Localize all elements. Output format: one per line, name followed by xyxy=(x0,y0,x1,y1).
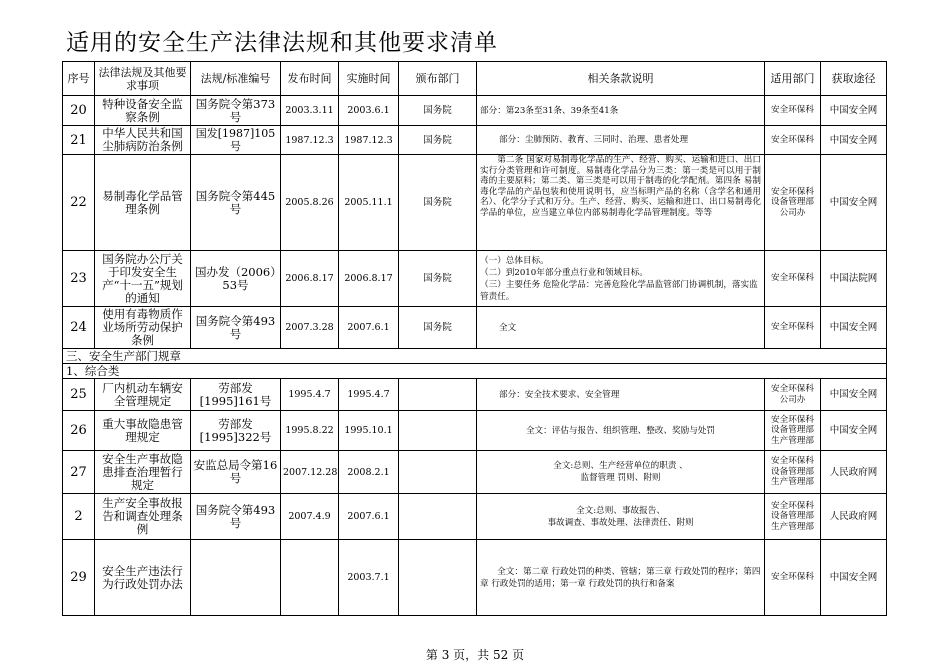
clause-line: （三）主要任务 危险化学品：完善危险化学品监管部门协调机制，落实监管责任。 xyxy=(480,279,758,302)
row-no: 2 xyxy=(63,494,95,540)
row-no: 21 xyxy=(63,126,95,155)
row-name: 国务院办公厅关于印发安全生产“十一五”规划的通知 xyxy=(95,251,191,307)
row-source: 中国安全网 xyxy=(821,379,887,411)
row-eff: 2005.11.1 xyxy=(339,155,399,251)
header-code: 法规/标准编号 xyxy=(191,62,281,96)
table-row xyxy=(63,451,887,494)
row-dept: 国务院 xyxy=(399,96,477,126)
row-dept xyxy=(399,411,477,451)
row-eff: 1995.4.7 xyxy=(339,379,399,411)
row-pub: 2007.4.9 xyxy=(281,494,339,540)
row-source: 中国安全网 xyxy=(821,411,887,451)
row-source: 中国安全网 xyxy=(821,540,887,616)
row-dept: 国务院 xyxy=(399,251,477,307)
row-clause: 全文：第二章 行政处罚的种类、管辖；第三章 行政处罚的程序；第四章 行政处罚的适用；第一章 行政处罚的执行和备案 xyxy=(477,540,765,616)
row-clause: 全文：评估与报告、组织管理、整改、奖励与处罚 xyxy=(477,411,765,451)
row-code: 国办发（2006）53号 xyxy=(191,251,281,307)
row-no: 26 xyxy=(63,411,95,451)
row-source: 人民政府网 xyxy=(821,451,887,494)
row-source: 中国安全网 xyxy=(821,155,887,251)
row-pub: 1995.4.7 xyxy=(281,379,339,411)
clause-line: 监督管理 罚则、附则 xyxy=(580,473,661,483)
row-apply: 安全环保科设备管理部生产管理部 xyxy=(765,411,821,451)
header-no: 序号 xyxy=(63,62,95,96)
row-clause xyxy=(477,155,765,251)
row-code: 劳部发[1995]161号 xyxy=(191,379,281,411)
section-row xyxy=(63,349,887,364)
row-apply: 安全环保科设备管理部生产管理部 xyxy=(765,451,821,494)
row-dept xyxy=(399,540,477,616)
row-source: 中国安全网 xyxy=(821,126,887,155)
table-row xyxy=(63,126,887,155)
row-pub: 2006.8.17 xyxy=(281,251,339,307)
table-row xyxy=(63,251,887,307)
row-eff: 2003.7.1 xyxy=(339,540,399,616)
row-dept: 国务院 xyxy=(399,155,477,251)
row-code: 国务院令第373号 xyxy=(191,96,281,126)
row-apply: 安全环保科设备管理部公司办 xyxy=(765,155,821,251)
row-dept xyxy=(399,379,477,411)
header-apply: 适用部门 xyxy=(765,62,821,96)
row-apply: 安全环保科 xyxy=(765,307,821,349)
row-clause: 部分：尘肺预防、教育、三同时、治理、患者处理 xyxy=(477,126,765,155)
row-eff: 2008.2.1 xyxy=(339,451,399,494)
row-pub xyxy=(281,540,339,616)
row-eff: 2007.6.1 xyxy=(339,307,399,349)
row-dept xyxy=(399,451,477,494)
row-name: 易制毒化学品管理条例 xyxy=(95,155,191,251)
row-eff: 2003.6.1 xyxy=(339,96,399,126)
row-no: 24 xyxy=(63,307,95,349)
row-no: 22 xyxy=(63,155,95,251)
section-heading: 三、安全生产部门规章 xyxy=(63,349,887,364)
row-clause xyxy=(477,451,765,494)
row-no: 29 xyxy=(63,540,95,616)
table-row xyxy=(63,307,887,349)
row-apply: 安全环保科 xyxy=(765,540,821,616)
header-dept: 颁布部门 xyxy=(399,62,477,96)
row-name: 特种设备安全监察条例 xyxy=(95,96,191,126)
table-row xyxy=(63,379,887,411)
row-apply: 安全环保科 xyxy=(765,251,821,307)
row-clause xyxy=(477,251,765,307)
row-pub: 2003.3.11 xyxy=(281,96,339,126)
row-pub: 2007.12.28 xyxy=(281,451,339,494)
page-title: 适用的安全生产法律法规和其他要求清单 xyxy=(66,30,498,56)
row-no: 23 xyxy=(63,251,95,307)
row-name: 安全生产违法行为行政处罚办法 xyxy=(95,540,191,616)
row-code: 国务院令第445号 xyxy=(191,155,281,251)
row-code: 安监总局令第16号 xyxy=(191,451,281,494)
row-clause xyxy=(477,494,765,540)
header-source: 获取途径 xyxy=(821,62,887,96)
row-source: 中国安全网 xyxy=(821,96,887,126)
row-source: 中国安全网 xyxy=(821,307,887,349)
clause-line: 全文:总则、生产经营单位的职责 、 xyxy=(553,461,688,471)
clause-line: 事故调查、事故处理、法律责任、附则 xyxy=(547,517,694,528)
row-pub: 2007.3.28 xyxy=(281,307,339,349)
row-eff: 1987.12.3 xyxy=(339,126,399,155)
row-name: 使用有毒物质作业场所劳动保护条例 xyxy=(95,307,191,349)
subsection-heading: 1、综合类 xyxy=(63,364,887,379)
header-eff: 实施时间 xyxy=(339,62,399,96)
row-apply: 安全环保科 xyxy=(765,96,821,126)
row-name: 中华人民共和国尘肺病防治条例 xyxy=(95,126,191,155)
regulations-table xyxy=(62,61,887,616)
row-code xyxy=(191,540,281,616)
header-clause: 相关条款说明 xyxy=(477,62,765,96)
table-row xyxy=(63,494,887,540)
table-row xyxy=(63,540,887,616)
row-name: 重大事故隐患管理规定 xyxy=(95,411,191,451)
row-dept: 国务院 xyxy=(399,126,477,155)
row-pub: 1995.8.22 xyxy=(281,411,339,451)
table-row xyxy=(63,155,887,251)
row-source: 中国法院网 xyxy=(821,251,887,307)
row-source: 人民政府网 xyxy=(821,494,887,540)
clause-line: （一）总体目标。 xyxy=(480,255,549,266)
clause-line: （二）到2010年部分重点行业和领域目标。 xyxy=(480,267,648,278)
row-name: 生产安全事故报告和调查处理条例 xyxy=(95,494,191,540)
row-code: 国务院令第493号 xyxy=(191,307,281,349)
row-clause: 部分：第23条至31条、39条至41条 xyxy=(477,96,765,126)
row-code: 国务院令第493号 xyxy=(191,494,281,540)
table-row xyxy=(63,96,887,126)
row-no: 20 xyxy=(63,96,95,126)
row-eff: 2007.6.1 xyxy=(339,494,399,540)
clause-line: 全文:总则、事故报告、 xyxy=(576,505,665,516)
section-row xyxy=(63,364,887,379)
row-pub: 1987.12.3 xyxy=(281,126,339,155)
row-clause: 全文 xyxy=(477,307,765,349)
row-apply: 安全环保科设备管理部生产管理部 xyxy=(765,494,821,540)
header-row xyxy=(63,62,887,96)
row-pub: 2005.8.26 xyxy=(281,155,339,251)
row-apply: 安全环保科 xyxy=(765,126,821,155)
row-eff: 2006.8.17 xyxy=(339,251,399,307)
row-clause: 部分：安全技术要求、安全管理 xyxy=(477,379,765,411)
row-code: 国发[1987]105号 xyxy=(191,126,281,155)
row-code: 劳部发[1995]322号 xyxy=(191,411,281,451)
row-name: 安全生产事故隐患排查治理暂行规定 xyxy=(95,451,191,494)
row-dept: 国务院 xyxy=(399,307,477,349)
table-row xyxy=(63,411,887,451)
row-dept xyxy=(399,494,477,540)
clause-text: 第二条 国家对易制毒化学品的生产、经营、购买、运输和进口、出口实行分类管理和许可制度。易制毒化学品分为三类：第一类是可以用于制毒的主要原料；第二类、第三类是可以用于制毒的化学配剂。第四条 易制毒化学品的产品包装和使用说明书，应当标明产品的名称（含学名和通用名）、化学分子式和万分。生产、经营、购买、运输和进口、出口易制毒化学品的单位，应当建立单位内部易制毒化学品管理制度。等等 xyxy=(480,155,761,218)
header-name: 法律法规及其他要求事项 xyxy=(95,62,191,96)
page-footer: 第 3 页，共 52 页 xyxy=(425,648,525,662)
row-name: 厂内机动车辆安全管理规定 xyxy=(95,379,191,411)
row-no: 27 xyxy=(63,451,95,494)
row-apply: 安全环保科公司办 xyxy=(765,379,821,411)
row-eff: 1995.10.1 xyxy=(339,411,399,451)
row-no: 25 xyxy=(63,379,95,411)
header-pub: 发布时间 xyxy=(281,62,339,96)
